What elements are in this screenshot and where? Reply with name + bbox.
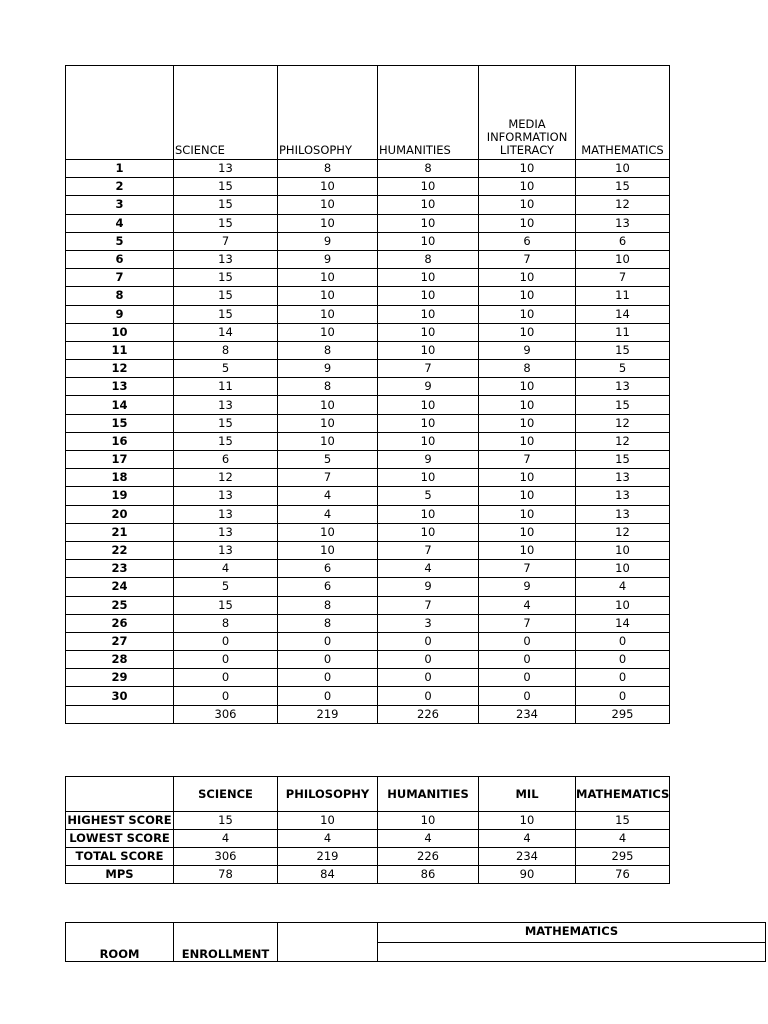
score-cell: 10 <box>378 323 479 341</box>
score-cell: 0 <box>174 632 278 650</box>
score-cell: 15 <box>576 396 670 414</box>
score-cell: 10 <box>378 178 479 196</box>
score-cell: 7 <box>278 469 378 487</box>
table-row <box>66 523 670 541</box>
row-number: 3 <box>66 196 174 214</box>
summary-value: 4 <box>174 830 278 848</box>
table-row <box>66 178 670 196</box>
score-cell: 10 <box>479 505 576 523</box>
score-cell: 10 <box>378 396 479 414</box>
score-cell: 10 <box>576 250 670 268</box>
score-cell: 13 <box>174 396 278 414</box>
score-cell: 0 <box>174 669 278 687</box>
score-cell: 10 <box>479 287 576 305</box>
table-row <box>66 287 670 305</box>
score-cell: 10 <box>479 214 576 232</box>
score-cell: 10 <box>479 541 576 559</box>
score-cell: 10 <box>278 287 378 305</box>
score-cell: 7 <box>479 560 576 578</box>
table-row <box>66 687 670 705</box>
summary-header-science: SCIENCE <box>174 777 278 812</box>
total-mil: 234 <box>479 705 576 723</box>
score-cell: 14 <box>576 614 670 632</box>
row-number: 1 <box>66 160 174 178</box>
score-cell: 9 <box>278 360 378 378</box>
subject-scores-table <box>65 65 670 724</box>
score-cell: 10 <box>278 323 378 341</box>
row-number: 4 <box>66 214 174 232</box>
table-row <box>66 396 670 414</box>
score-cell: 7 <box>479 614 576 632</box>
summary-value: 4 <box>378 830 479 848</box>
table-row <box>66 560 670 578</box>
score-cell: 10 <box>378 269 479 287</box>
score-cell: 13 <box>174 523 278 541</box>
score-cell: 12 <box>576 414 670 432</box>
score-cell: 10 <box>576 160 670 178</box>
score-cell: 13 <box>576 487 670 505</box>
score-cell: 0 <box>278 651 378 669</box>
summary-value: 10 <box>479 812 576 830</box>
summary-value: 84 <box>278 866 378 884</box>
table-row <box>66 360 670 378</box>
score-cell: 13 <box>576 505 670 523</box>
score-cell: 10 <box>479 178 576 196</box>
row-number: 29 <box>66 669 174 687</box>
summary-value: 234 <box>479 848 576 866</box>
score-cell: 10 <box>278 432 378 450</box>
score-cell: 9 <box>278 232 378 250</box>
score-cell: 12 <box>576 432 670 450</box>
score-cell: 4 <box>378 560 479 578</box>
score-cell: 5 <box>278 451 378 469</box>
row-number: 20 <box>66 505 174 523</box>
summary-value: 90 <box>479 866 576 884</box>
summary-header-mil: MIL <box>479 777 576 812</box>
score-cell: 13 <box>174 487 278 505</box>
row-number: 13 <box>66 378 174 396</box>
header-mathematics: MATHEMATICS <box>576 66 670 160</box>
score-cell: 6 <box>576 232 670 250</box>
mathematics-group-header: MATHEMATICS <box>378 923 766 943</box>
summary-row <box>66 848 670 866</box>
table-row <box>66 541 670 559</box>
score-cell: 0 <box>479 651 576 669</box>
header-row <box>66 66 670 160</box>
score-cell: 15 <box>174 414 278 432</box>
score-cell: 0 <box>479 669 576 687</box>
score-cell: 8 <box>278 596 378 614</box>
score-cell: 4 <box>174 560 278 578</box>
score-cell: 7 <box>378 541 479 559</box>
score-cell: 11 <box>576 287 670 305</box>
score-cell: 10 <box>479 305 576 323</box>
score-cell: 10 <box>378 414 479 432</box>
score-cell: 10 <box>278 305 378 323</box>
score-cell: 0 <box>576 687 670 705</box>
row-number: 21 <box>66 523 174 541</box>
score-cell: 10 <box>576 596 670 614</box>
score-cell: 10 <box>479 378 576 396</box>
blank-header <box>278 923 378 962</box>
score-cell: 10 <box>378 232 479 250</box>
row-number: 19 <box>66 487 174 505</box>
table-row <box>66 160 670 178</box>
score-cell: 10 <box>378 305 479 323</box>
score-cell: 0 <box>278 687 378 705</box>
score-cell: 0 <box>378 669 479 687</box>
score-cell: 15 <box>576 451 670 469</box>
row-number: 30 <box>66 687 174 705</box>
score-cell: 10 <box>278 414 378 432</box>
score-cell: 0 <box>479 687 576 705</box>
row-number: 27 <box>66 632 174 650</box>
total-label <box>66 705 174 723</box>
score-cell: 10 <box>479 269 576 287</box>
summary-value: 15 <box>576 812 670 830</box>
table-row <box>66 451 670 469</box>
row-number: 11 <box>66 341 174 359</box>
row-number: 9 <box>66 305 174 323</box>
header-humanities: HUMANITIES <box>378 66 479 160</box>
score-cell: 5 <box>576 360 670 378</box>
score-cell: 6 <box>278 578 378 596</box>
score-cell: 10 <box>278 541 378 559</box>
total-humanities: 226 <box>378 705 479 723</box>
score-cell: 7 <box>378 360 479 378</box>
row-number: 8 <box>66 287 174 305</box>
score-cell: 10 <box>378 341 479 359</box>
table-row <box>66 341 670 359</box>
score-cell: 0 <box>576 669 670 687</box>
score-cell: 10 <box>479 414 576 432</box>
score-cell: 15 <box>576 341 670 359</box>
score-cell: 7 <box>378 596 479 614</box>
score-cell: 12 <box>576 523 670 541</box>
table-row <box>66 196 670 214</box>
summary-value: 78 <box>174 866 278 884</box>
summary-value: 226 <box>378 848 479 866</box>
score-cell: 11 <box>576 323 670 341</box>
score-cell: 8 <box>278 341 378 359</box>
score-cell: 10 <box>278 196 378 214</box>
total-philosophy: 219 <box>278 705 378 723</box>
score-cell: 0 <box>174 651 278 669</box>
score-cell: 10 <box>378 505 479 523</box>
score-cell: 8 <box>378 250 479 268</box>
row-number: 24 <box>66 578 174 596</box>
score-cell: 8 <box>278 614 378 632</box>
table-row <box>66 432 670 450</box>
score-cell: 4 <box>278 487 378 505</box>
score-cell: 10 <box>479 323 576 341</box>
table-row <box>66 596 670 614</box>
score-cell: 10 <box>479 196 576 214</box>
row-number: 16 <box>66 432 174 450</box>
summary-header-humanities: HUMANITIES <box>378 777 479 812</box>
score-cell: 9 <box>378 378 479 396</box>
score-cell: 9 <box>479 341 576 359</box>
score-cell: 0 <box>378 687 479 705</box>
score-cell: 10 <box>378 214 479 232</box>
summary-table <box>65 776 670 884</box>
score-cell: 10 <box>479 523 576 541</box>
summary-value: 76 <box>576 866 670 884</box>
summary-label: TOTAL SCORE <box>66 848 174 866</box>
summary-label: HIGHEST SCORE <box>66 812 174 830</box>
score-cell: 3 <box>378 614 479 632</box>
score-cell: 10 <box>278 178 378 196</box>
row-number: 10 <box>66 323 174 341</box>
summary-value: 295 <box>576 848 670 866</box>
score-cell: 10 <box>278 269 378 287</box>
row-number: 17 <box>66 451 174 469</box>
score-cell: 10 <box>278 214 378 232</box>
room-header: ROOM <box>66 923 174 962</box>
score-cell: 0 <box>378 651 479 669</box>
header-media-information-literacy: MEDIA INFORMATION LITERACY <box>479 66 576 160</box>
summary-header-philosophy: PHILOSOPHY <box>278 777 378 812</box>
row-number: 5 <box>66 232 174 250</box>
table-row <box>66 305 670 323</box>
summary-value: 4 <box>278 830 378 848</box>
score-cell: 13 <box>576 378 670 396</box>
row-number: 28 <box>66 651 174 669</box>
table-row <box>66 214 670 232</box>
score-cell: 0 <box>278 669 378 687</box>
summary-value: 4 <box>576 830 670 848</box>
summary-value: 10 <box>378 812 479 830</box>
score-cell: 10 <box>278 396 378 414</box>
score-cell: 8 <box>479 360 576 378</box>
score-cell: 9 <box>479 578 576 596</box>
score-cell: 10 <box>479 160 576 178</box>
row-number: 25 <box>66 596 174 614</box>
score-cell: 9 <box>378 578 479 596</box>
score-cell: 4 <box>576 578 670 596</box>
table-row <box>66 323 670 341</box>
summary-value: 219 <box>278 848 378 866</box>
score-cell: 15 <box>174 214 278 232</box>
table-row <box>66 614 670 632</box>
score-cell: 4 <box>278 505 378 523</box>
row-number: 6 <box>66 250 174 268</box>
score-cell: 10 <box>278 523 378 541</box>
score-cell: 0 <box>174 687 278 705</box>
score-cell: 15 <box>576 178 670 196</box>
totals-row <box>66 705 670 723</box>
header-science: SCIENCE <box>174 66 278 160</box>
score-cell: 13 <box>174 505 278 523</box>
score-cell: 8 <box>378 160 479 178</box>
score-cell: 10 <box>378 523 479 541</box>
row-number: 2 <box>66 178 174 196</box>
score-cell: 14 <box>174 323 278 341</box>
summary-header-row <box>66 777 670 812</box>
enrollment-table <box>65 922 766 962</box>
score-cell: 0 <box>378 632 479 650</box>
table-row <box>66 378 670 396</box>
table-row <box>66 487 670 505</box>
score-cell: 15 <box>174 596 278 614</box>
score-cell: 5 <box>378 487 479 505</box>
table-row <box>66 669 670 687</box>
score-cell: 9 <box>278 250 378 268</box>
table-row <box>66 232 670 250</box>
summary-label: LOWEST SCORE <box>66 830 174 848</box>
score-cell: 10 <box>479 469 576 487</box>
score-cell: 15 <box>174 196 278 214</box>
total-mathematics: 295 <box>576 705 670 723</box>
header-philosophy: PHILOSOPHY <box>278 66 378 160</box>
score-cell: 9 <box>378 451 479 469</box>
summary-value: 306 <box>174 848 278 866</box>
score-cell: 10 <box>378 196 479 214</box>
summary-value: 4 <box>479 830 576 848</box>
score-cell: 7 <box>479 451 576 469</box>
score-cell: 0 <box>278 632 378 650</box>
score-cell: 6 <box>278 560 378 578</box>
score-cell: 10 <box>378 432 479 450</box>
score-cell: 8 <box>174 341 278 359</box>
score-cell: 11 <box>174 378 278 396</box>
table-row <box>66 632 670 650</box>
score-cell: 10 <box>479 396 576 414</box>
table-row <box>66 505 670 523</box>
score-cell: 13 <box>576 214 670 232</box>
score-cell: 6 <box>174 451 278 469</box>
score-cell: 13 <box>174 541 278 559</box>
score-cell: 10 <box>576 560 670 578</box>
table-row <box>66 578 670 596</box>
score-cell: 7 <box>174 232 278 250</box>
score-cell: 8 <box>278 378 378 396</box>
row-number: 23 <box>66 560 174 578</box>
score-cell: 7 <box>576 269 670 287</box>
score-cell: 8 <box>174 614 278 632</box>
table-row <box>66 469 670 487</box>
score-cell: 8 <box>278 160 378 178</box>
total-science: 306 <box>174 705 278 723</box>
score-cell: 15 <box>174 432 278 450</box>
summary-row <box>66 830 670 848</box>
summary-header-blank <box>66 777 174 812</box>
score-cell: 12 <box>174 469 278 487</box>
score-cell: 0 <box>576 651 670 669</box>
enrollment-table-fragment <box>65 922 670 961</box>
score-cell: 10 <box>479 432 576 450</box>
score-cell: 5 <box>174 578 278 596</box>
score-cell: 12 <box>576 196 670 214</box>
summary-row <box>66 866 670 884</box>
table-row <box>66 651 670 669</box>
row-number: 12 <box>66 360 174 378</box>
score-cell: 6 <box>479 232 576 250</box>
row-number: 22 <box>66 541 174 559</box>
score-cell: 7 <box>479 250 576 268</box>
table-row <box>66 414 670 432</box>
score-cell: 5 <box>174 360 278 378</box>
score-cell: 15 <box>174 305 278 323</box>
score-cell: 10 <box>479 487 576 505</box>
row-number: 18 <box>66 469 174 487</box>
summary-label: MPS <box>66 866 174 884</box>
score-cell: 0 <box>479 632 576 650</box>
row-number: 15 <box>66 414 174 432</box>
score-cell: 13 <box>174 250 278 268</box>
row-number: 7 <box>66 269 174 287</box>
score-cell: 13 <box>576 469 670 487</box>
row-number: 14 <box>66 396 174 414</box>
score-cell: 10 <box>576 541 670 559</box>
summary-value: 15 <box>174 812 278 830</box>
summary-row <box>66 812 670 830</box>
enrollment-header: ENROLLMENT <box>174 923 278 962</box>
score-cell: 4 <box>479 596 576 614</box>
score-cell: 10 <box>378 287 479 305</box>
table-row <box>66 250 670 268</box>
summary-value: 86 <box>378 866 479 884</box>
mathematics-subheader <box>378 942 766 962</box>
summary-value: 10 <box>278 812 378 830</box>
row-number: 26 <box>66 614 174 632</box>
table-row <box>66 269 670 287</box>
score-cell: 15 <box>174 178 278 196</box>
score-cell: 14 <box>576 305 670 323</box>
score-cell: 10 <box>378 469 479 487</box>
score-cell: 15 <box>174 287 278 305</box>
score-cell: 15 <box>174 269 278 287</box>
score-cell: 0 <box>576 632 670 650</box>
score-cell: 13 <box>174 160 278 178</box>
header-blank <box>66 66 174 160</box>
summary-header-mathematics: MATHEMATICS <box>576 777 670 812</box>
